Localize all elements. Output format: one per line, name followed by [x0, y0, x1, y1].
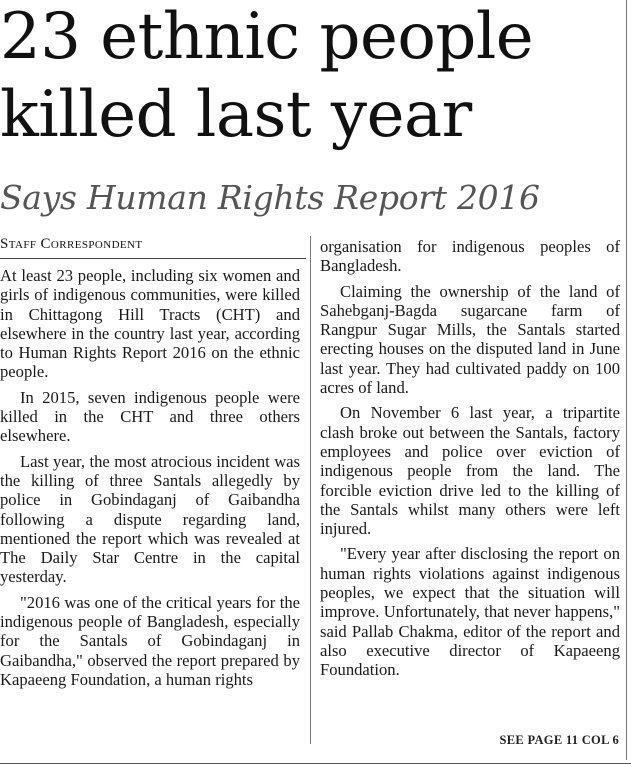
article-column-left	[0, 266, 300, 695]
paragraph: organisation for indigenous peoples of Bangladesh.	[320, 237, 620, 276]
paragraph: On November 6 last year, a tripartite clash broke out between the Santals, factory employees and police over eviction of indigenous people from the land. The forcible eviction drive led to the killing of the Santals whilst many others were left injured.	[320, 403, 620, 539]
article-column-right	[320, 237, 620, 686]
paragraph: Claiming the ownership of the land of Sahebganj-Bagda sugarcane farm of Rangpur Sugar Mills, the Santals started erecting houses on the disputed land in June last year. They had cultivated paddy on 100 acres of land.	[320, 281, 620, 398]
paragraph: Last year, the most atrocious incident was the killing of three Santals allegedly by police in Gobindaganj of Gaibandha following a dispute regarding land, mentioned the report which was revealed at The Daily Star Centre in the capital yesterday.	[0, 451, 300, 587]
headline	[0, 0, 620, 154]
byline-divider	[0, 258, 306, 259]
continuation-jump-line: SEE PAGE 11 COL 6	[499, 733, 619, 747]
bottom-divider	[0, 763, 631, 764]
paragraph: "Every year after disclosing the report on human rights violations against indigenous peoples, we expect that the situation will improve. Unfortunately, that never happens," said Pallab Chakma, editor of the report and also executive director of Kapaeeng Foundation.	[320, 544, 620, 680]
page-edge-divider	[626, 0, 627, 760]
byline: Staff Correspondent	[0, 236, 143, 252]
paragraph: In 2015, seven indigenous people were killed in the CHT and three others elsewhere.	[0, 387, 300, 446]
headline-line-2: killed last year	[0, 78, 472, 152]
paragraph: At least 23 people, including six women and girls of indigenous communities, were killed in Chittagong Hill Tracts (CHT) and elsewhere in the country last year, according to Human Rights Report 2016 on the ethnic people.	[0, 266, 300, 382]
headline-line-1: 23 ethnic people	[0, 0, 534, 74]
subheadline: Says Human Rights Report 2016	[0, 178, 540, 217]
column-divider	[310, 236, 311, 744]
paragraph: "2016 was one of the critical years for the indigenous people of Bangladesh, especially for the Santals of Gobindaganj in Gaibandha," observed the report prepared by Kapaeeng Foundation, a human rights	[0, 592, 300, 689]
